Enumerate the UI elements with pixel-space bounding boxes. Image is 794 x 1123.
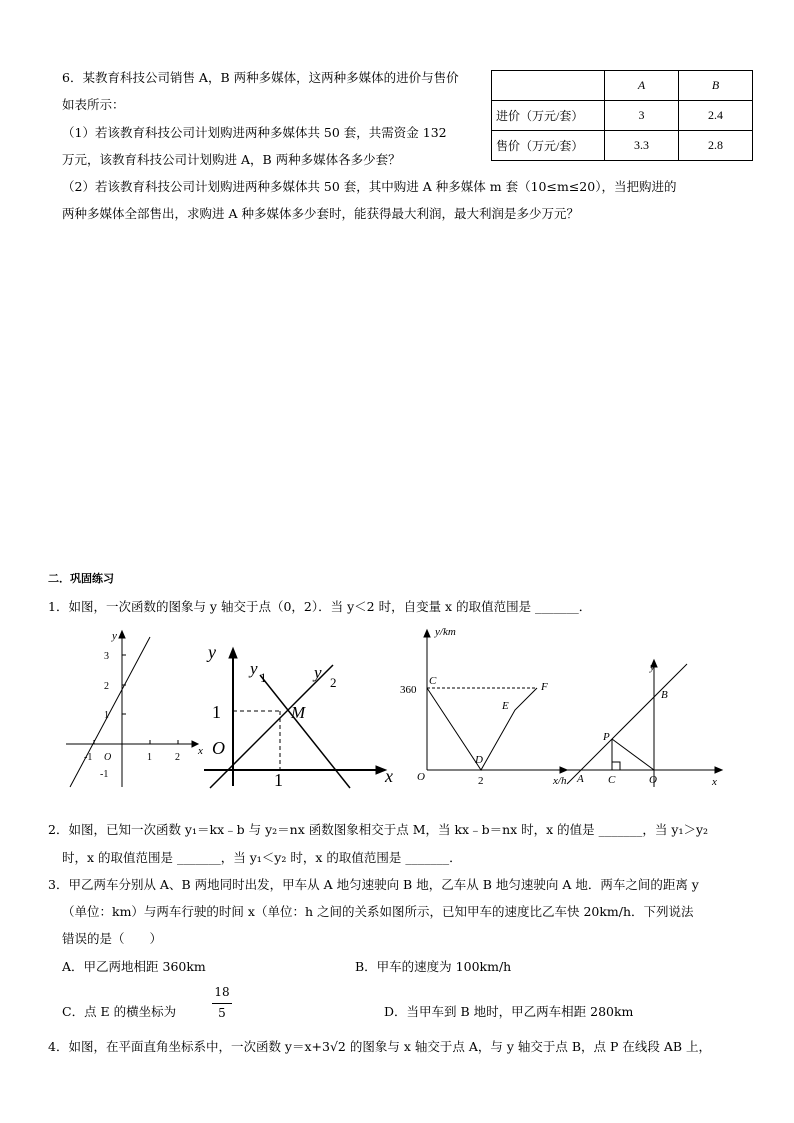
y-axis-arrow <box>229 648 237 658</box>
table-row <box>492 101 753 131</box>
x-label: x <box>198 745 203 757</box>
figure-4-graph <box>565 652 730 790</box>
segment-po <box>612 739 654 770</box>
point-d-label: D <box>475 754 483 766</box>
table-row-header: 售价（万元/套） <box>492 131 605 161</box>
q3-line-3: 错误的是（ ） <box>62 931 163 946</box>
table-cell <box>492 71 605 101</box>
origin-label: O <box>104 752 112 763</box>
q6-line-1: 6．某教育科技公司销售 A，B 两种多媒体，这两种多媒体的进价与售价 <box>62 70 459 85</box>
fraction-bar <box>212 1003 232 1004</box>
table-row <box>492 131 753 161</box>
tick-label: 2 <box>104 681 109 692</box>
point-a-label: A <box>577 773 584 785</box>
tick-label: 1 <box>147 752 152 763</box>
table-row <box>492 71 753 101</box>
origin-label: O <box>649 774 657 786</box>
x-label: x <box>712 776 717 788</box>
figure-3-graph <box>395 622 570 790</box>
q6-part2-line-1: （2）若该教育科技公司计划购进两种多媒体共 50 套，其中购进 A 种多媒体 m 套（10≤m≤20），当把购进的 <box>62 179 677 194</box>
table-header-cell: A <box>605 71 679 101</box>
table-cell: 3 <box>605 101 679 131</box>
x-axis-label: x/h <box>553 775 567 787</box>
origin-label: O <box>417 771 425 783</box>
q1-text: 1．如图，一次函数的图象与 y 轴交于点（0，2）．当 y＜2 时，自变量 x 的取值范围是 _______． <box>48 599 592 614</box>
figure-1-graph <box>60 627 205 792</box>
point-b-label: B <box>661 689 668 701</box>
y1-subscript: 1 <box>260 670 267 685</box>
y2-label: y <box>314 663 322 682</box>
q4-text: 4．如图，在平面直角坐标系中，一次函数 y＝x+3√2 的图象与 x 轴交于点 A，与 y 轴交于点 B，点 P 在线段 AB 上， <box>48 1039 712 1054</box>
y2-subscript: 2 <box>330 675 337 690</box>
y-axis-label: y/km <box>435 626 456 638</box>
point-c-label: C <box>429 675 437 687</box>
y-axis-arrow <box>119 631 125 638</box>
tick-label: -1 <box>100 769 109 780</box>
q3-option-b: B．甲车的速度为 100km/h <box>355 959 512 974</box>
price-table <box>491 70 753 161</box>
point-m-label: M <box>291 703 306 722</box>
q3-option-c: C．点 E 的横坐标为 <box>62 1004 177 1019</box>
q6-part1-line-2: 万元，该教育科技公司计划购进 A，B 两种多媒体各多少套？ <box>62 152 401 167</box>
point-p-label: P <box>603 731 610 743</box>
q3-line-2: （单位：km）与两车行驶的时间 x（单位：h 之间的关系如图所示，已知甲车的速度比乙车快 20km/h．下列说法 <box>62 904 694 919</box>
x-one-label: 1 <box>274 770 283 790</box>
x-label: x <box>385 766 393 786</box>
figure-2-graph <box>200 640 405 790</box>
q3-option-d: D．当甲车到 B 地时，甲乙两车相距 280km <box>384 1004 634 1019</box>
y-label: y <box>208 642 216 662</box>
function-line <box>70 637 150 787</box>
q3-line-1: 3．甲乙两车分别从 A、B 两地同时出发，甲车从 A 地匀速驶向 B 地，乙车从 B 地匀速驶向 A 地．两车之间的距离 y <box>48 877 699 892</box>
q6-line-2: 如表所示： <box>62 97 125 112</box>
y-axis-arrow <box>424 630 430 637</box>
line-ab <box>567 664 687 784</box>
tick-label: 1 <box>104 710 109 721</box>
x-axis-arrow <box>715 767 722 773</box>
point-e-label: E <box>502 700 509 712</box>
tick-label: -1 <box>84 752 93 763</box>
value-360-label: 360 <box>400 684 417 696</box>
table-cell: 2.8 <box>679 131 753 161</box>
y-one-label: 1 <box>212 702 221 722</box>
value-2-label: 2 <box>478 775 484 787</box>
y1-label: y <box>250 659 258 678</box>
q6-part1-line-1: （1）若该教育科技公司计划购进两种多媒体共 50 套，共需资金 132 <box>62 125 447 140</box>
tick-label: 2 <box>175 752 180 763</box>
section-title: 二．巩固练习 <box>48 572 114 585</box>
fraction-denominator: 5 <box>218 1006 226 1020</box>
point-f-label: F <box>541 681 548 693</box>
table-header-cell: B <box>679 71 753 101</box>
q2-line-1: 2．如图，已知一次函数 y₁＝kx﹣b 与 y₂＝nx 函数图象相交于点 M，当 kx﹣b＝nx 时，x 的值是 _______，当 y₁＞y₂ <box>48 822 709 837</box>
origin-label: O <box>212 738 225 758</box>
point-c-label: C <box>608 774 616 786</box>
right-angle-mark <box>612 762 620 770</box>
table-cell: 3.3 <box>605 131 679 161</box>
table-cell: 2.4 <box>679 101 753 131</box>
q6-part2-line-2: 两种多媒体全部售出，求购进 A 种多媒体多少套时，能获得最大利润，最大利润是多少万元？ <box>62 206 579 221</box>
fraction-numerator: 18 <box>214 985 230 999</box>
y-label: y <box>112 630 117 642</box>
q2-line-2: 时，x 的取值范围是 _______，当 y₁＜y₂ 时，x 的取值范围是 _______． <box>62 850 462 865</box>
tick-label: 3 <box>104 651 109 662</box>
table-row-header: 进价（万元/套） <box>492 101 605 131</box>
y-label: y <box>650 661 655 673</box>
q3-option-a: A．甲乙两地相距 360km <box>62 959 206 974</box>
